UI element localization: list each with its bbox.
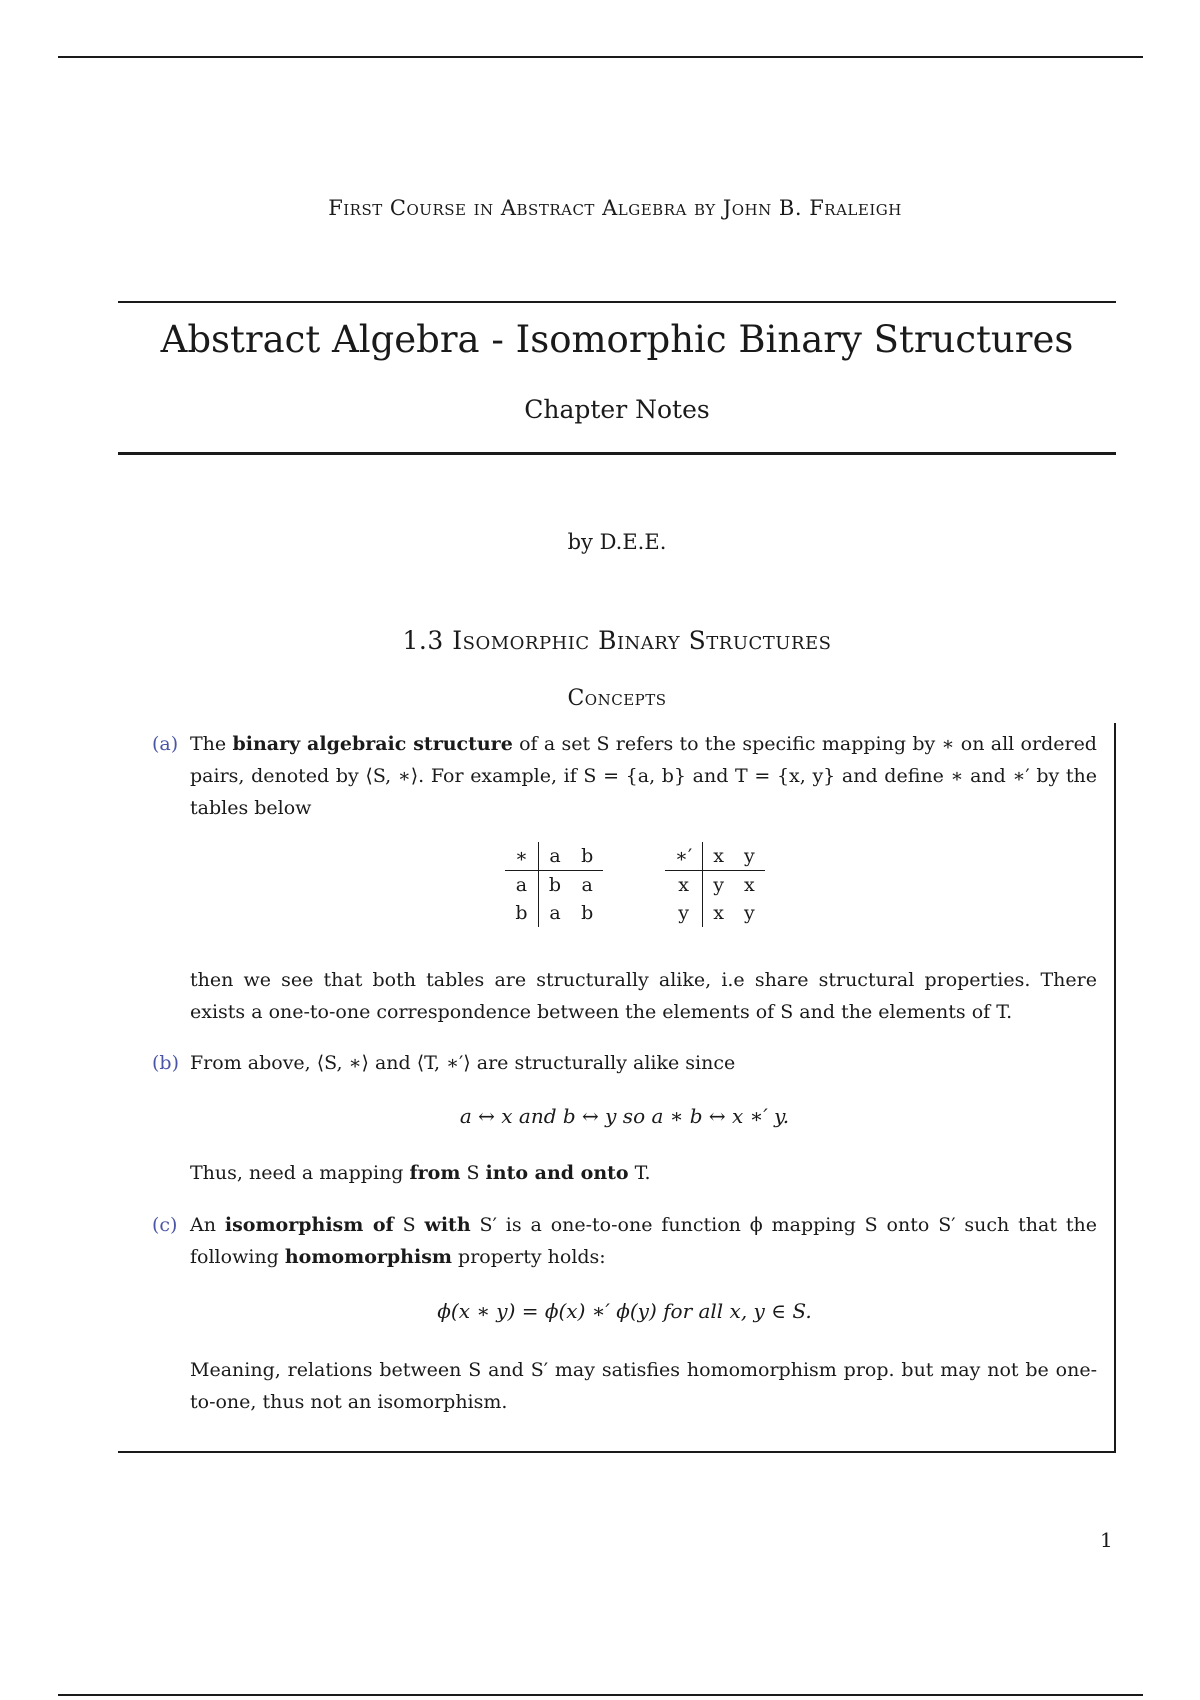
bold-term: isomorphism of: [224, 1214, 394, 1236]
section-heading: 1.3 Isomorphic Binary Structures: [402, 626, 832, 655]
table-col-header: x: [703, 842, 734, 871]
page-top-rule: [58, 56, 1143, 58]
title-top-rule: [118, 301, 1116, 303]
table-col-header: b: [571, 842, 603, 871]
text: S′ is a one-to-one function ϕ mapping S onto S′ such that the following: [190, 1214, 1098, 1268]
table-row-header: a: [505, 871, 538, 900]
text: T.: [628, 1162, 651, 1184]
item-label: (c): [152, 1214, 178, 1236]
page-bottom-rule: [58, 1694, 1143, 1696]
item-a-paragraph-2: then we see that both tables are structurally alike, i.e share structural properties. There exists a one-to-one correspondence between the elements of S and the elements of T.: [190, 969, 1097, 1023]
starprime-operation-table: [665, 842, 765, 927]
table-cell: y: [743, 902, 755, 924]
table-row-header: b: [505, 899, 538, 927]
text: Thus, need a mapping: [190, 1162, 410, 1184]
table-col-header: a: [538, 842, 571, 871]
bold-term: from: [409, 1162, 461, 1184]
table-cell: b: [581, 902, 594, 924]
item-label: (b): [152, 1052, 179, 1074]
book-header: First Course in Abstract Algebra by John B. Fraleigh: [328, 196, 902, 220]
box-right-rule: [1114, 723, 1116, 1453]
table-op-symbol: ∗: [505, 842, 538, 871]
box-bottom-rule: [118, 1451, 1116, 1453]
text: An: [190, 1214, 225, 1236]
table-cell: x: [743, 874, 755, 896]
item-label: (a): [152, 733, 179, 755]
table-cell: a: [581, 874, 593, 896]
byline: by D.E.E.: [567, 530, 667, 554]
table-op-symbol: ∗′: [665, 842, 703, 871]
bold-term: with: [424, 1214, 471, 1236]
item-c-display-equation: ϕ(x ∗ y) = ϕ(x) ∗′ ϕ(y) for all x, y ∈ S.: [437, 1299, 812, 1323]
text: of a set S refers to the specific mapping by ∗ on all ordered pairs, denoted by ⟨S, ∗⟩. For example, if S = {a, b} and T = {x, y} and define ∗ and ∗′ by the tables below: [190, 733, 1097, 819]
item-c-paragraph-1: [190, 1209, 1097, 1273]
text: S: [460, 1162, 486, 1184]
text: S: [393, 1214, 425, 1236]
title-bottom-rule: [118, 452, 1116, 455]
item-b-paragraph-2: [190, 1157, 1097, 1189]
text: The: [190, 733, 233, 755]
item-b-display-equation: a ↔ x and b ↔ y so a ∗ b ↔ x ∗′ y.: [459, 1104, 790, 1128]
bold-term: binary algebraic structure: [232, 733, 513, 755]
table-cell: y: [713, 874, 724, 896]
table-cell: x: [713, 902, 724, 924]
table-cell: b: [548, 874, 562, 896]
concepts-heading: Concepts: [567, 686, 667, 711]
bold-term: homomorphism: [284, 1246, 453, 1268]
page-number: 1: [1100, 1528, 1113, 1552]
table-row-header: y: [665, 899, 703, 927]
table-row-header: x: [665, 871, 703, 900]
item-c-paragraph-2: Meaning, relations between S and S′ may satisfies homomorphism prop. but may not be one-to-one, thus not an isomorphism.: [190, 1359, 1097, 1413]
page-title: Abstract Algebra - Isomorphic Binary Structures: [160, 318, 1074, 361]
bold-term: into and onto: [485, 1162, 629, 1184]
text: property holds:: [452, 1246, 606, 1268]
table-col-header: y: [734, 842, 765, 871]
star-operation-table: [505, 842, 603, 927]
table-cell: a: [549, 902, 561, 924]
page-subtitle: Chapter Notes: [524, 395, 710, 424]
item-b-paragraph-1: From above, ⟨S, ∗⟩ and ⟨T, ∗′⟩ are structurally alike since: [190, 1052, 736, 1074]
item-a-paragraph-1: [190, 728, 1097, 824]
